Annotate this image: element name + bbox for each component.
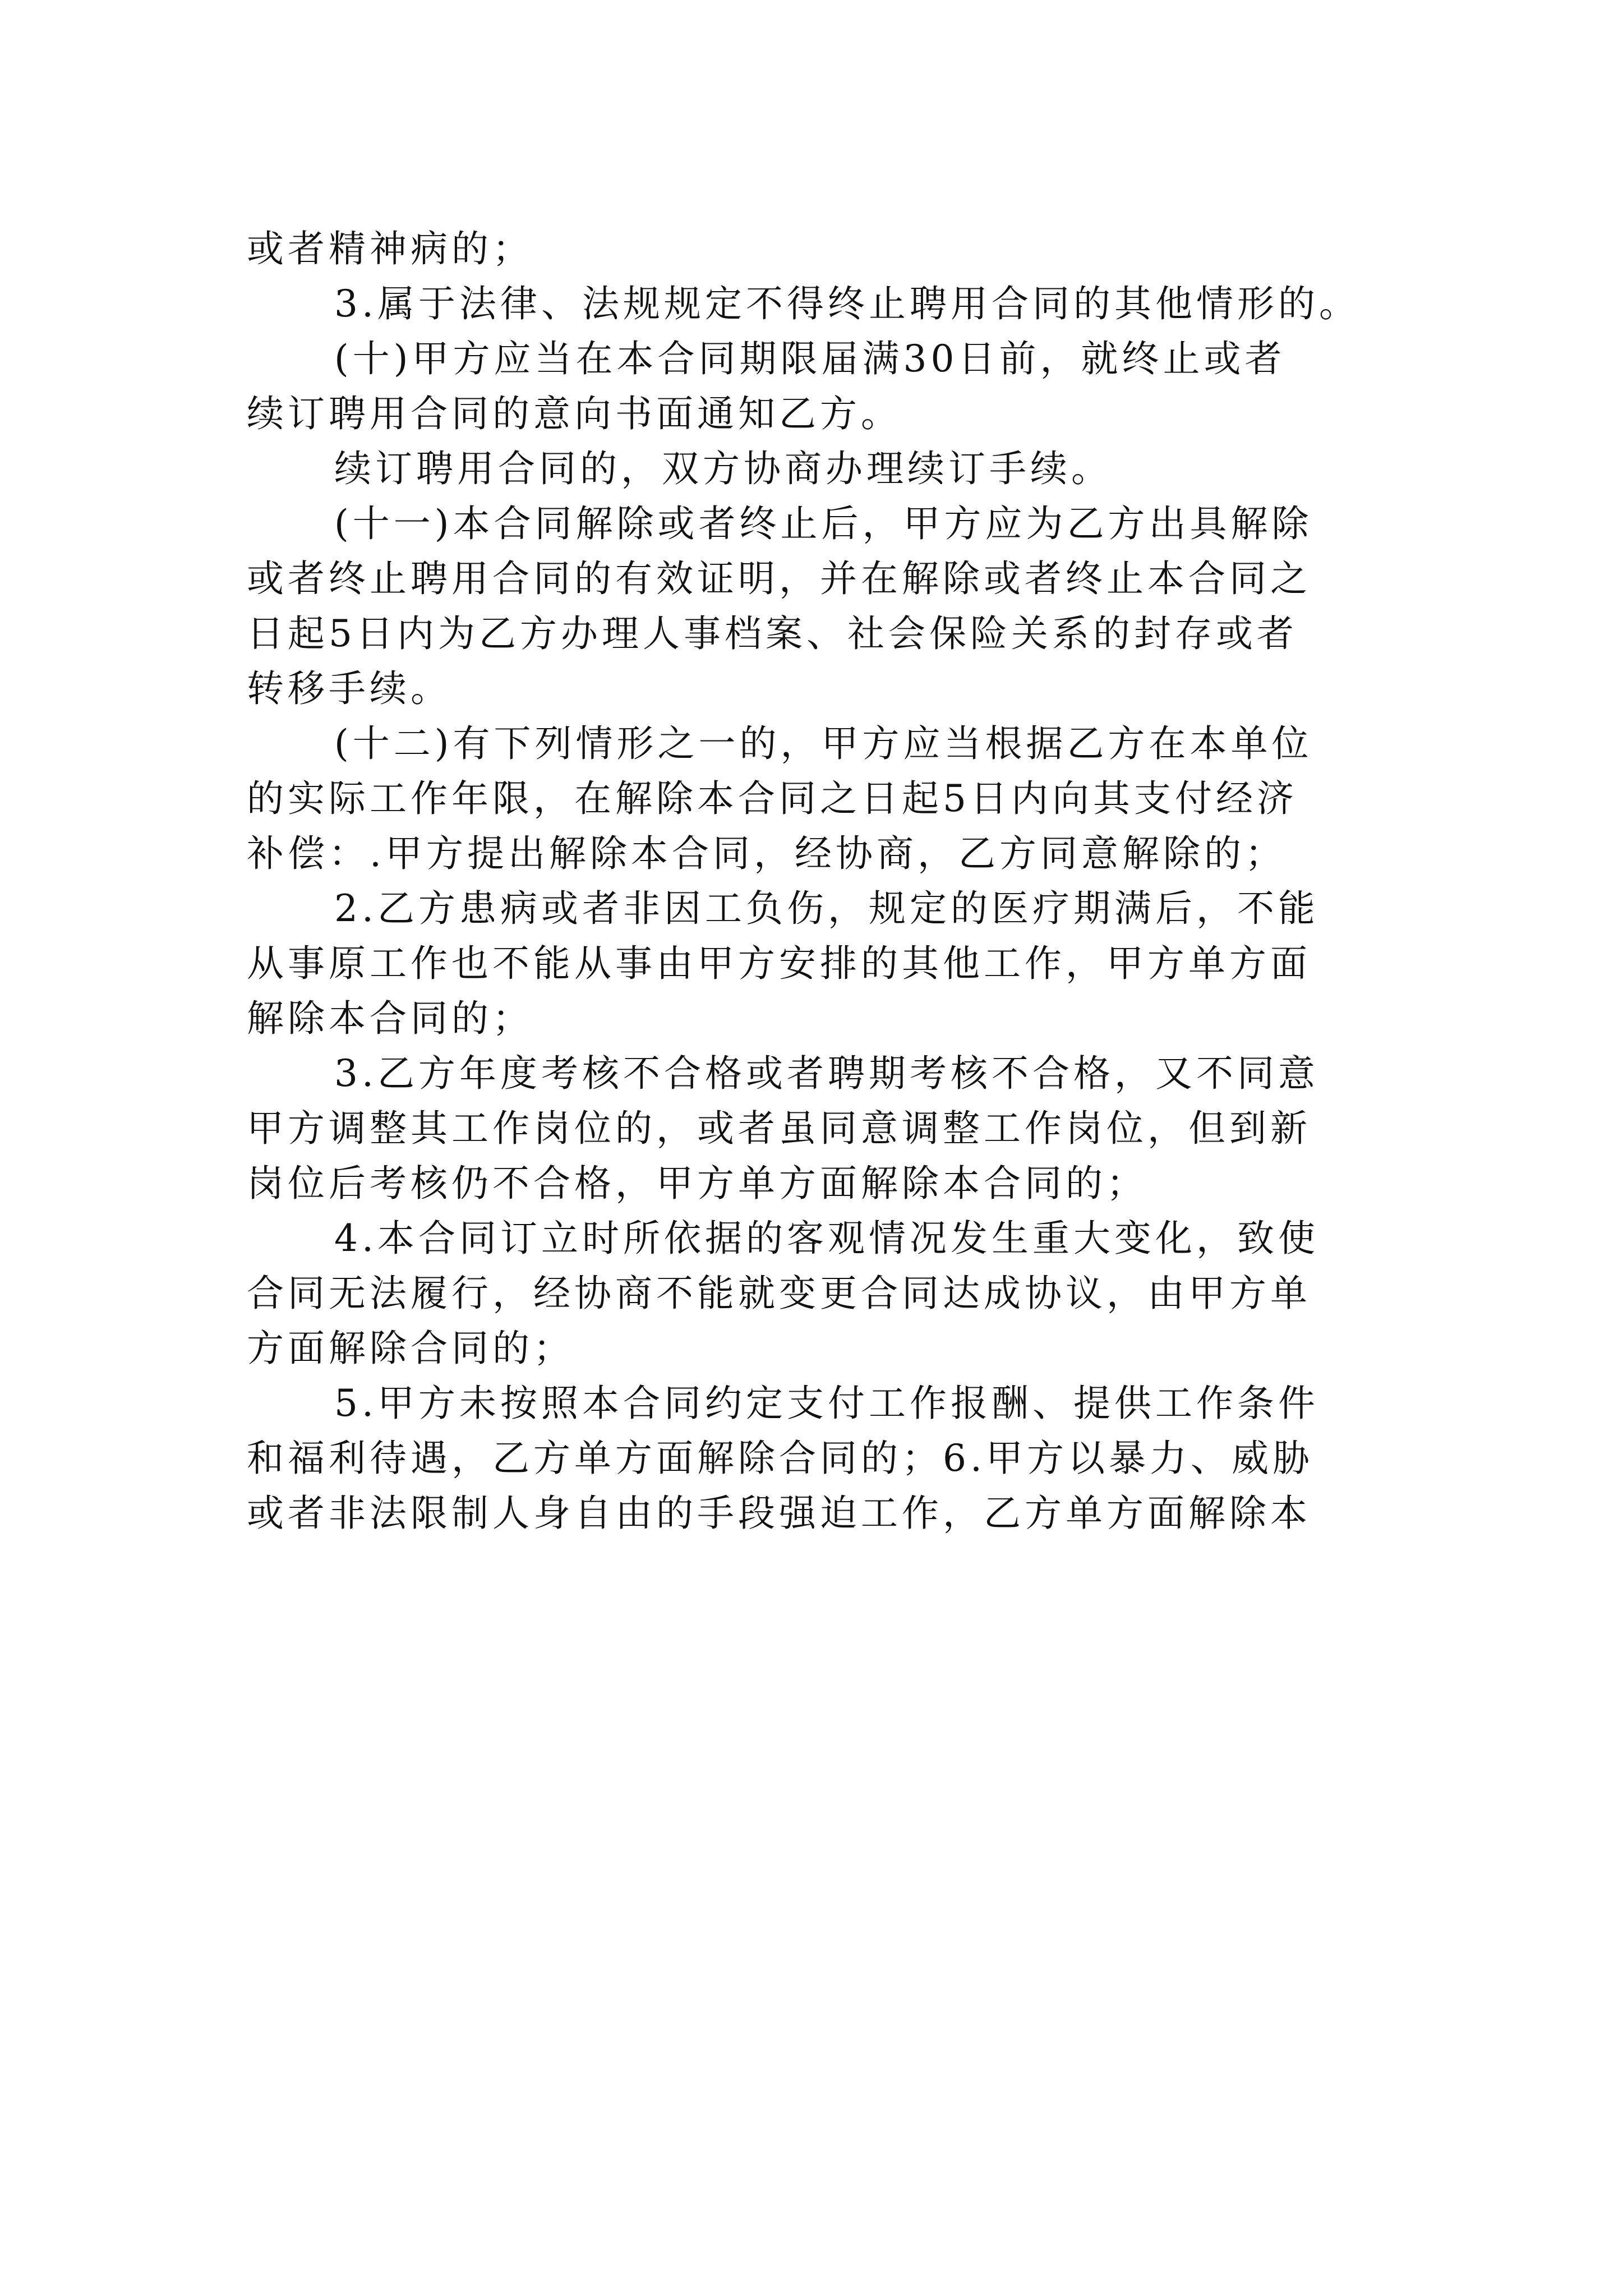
text-line: 续订聘用合同的意向书面通知乙方。 bbox=[247, 392, 902, 435]
text-line: 转移手续。 bbox=[247, 667, 451, 710]
text-line: 3.乙方年度考核不合格或者聘期考核不合格，又不同意 bbox=[334, 1052, 1319, 1095]
text-line: 从事原工作也不能从事由甲方安排的其他工作，甲方单方面 bbox=[247, 942, 1311, 985]
text-line: 解除本合同的； bbox=[247, 997, 533, 1040]
text-line: 4.本合同订立时所依据的客观情况发生重大变化，致使 bbox=[334, 1217, 1319, 1260]
text-line: (十)甲方应当在本合同期限届满30日前，就终止或者 bbox=[334, 337, 1286, 380]
text-line: 续订聘用合同的，双方协商办理续订手续。 bbox=[334, 447, 1112, 490]
text-line: 3.属于法律、法规规定不得终止聘用合同的其他情形的。 bbox=[334, 282, 1360, 325]
text-line: 的实际工作年限，在解除本合同之日起5日内向其支付经济 bbox=[247, 777, 1298, 820]
text-line: 补偿：.甲方提出解除本合同，经协商，乙方同意解除的； bbox=[247, 832, 1286, 875]
text-line: 甲方调整其工作岗位的，或者虽同意调整工作岗位，但到新 bbox=[247, 1107, 1311, 1150]
text-line: 和福利待遇，乙方单方面解除合同的；6.甲方以暴力、威胁 bbox=[247, 1437, 1313, 1480]
text-line: 或者精神病的； bbox=[247, 227, 533, 270]
text-line: 或者非法限制人身自由的手段强迫工作，乙方单方面解除本 bbox=[247, 1492, 1311, 1535]
text-line: (十二)有下列情形之一的，甲方应当根据乙方在本单位 bbox=[334, 722, 1313, 765]
text-line: 岗位后考核仍不合格，甲方单方面解除本合同的； bbox=[247, 1162, 1147, 1205]
text-line: 或者终止聘用合同的有效证明，并在解除或者终止本合同之 bbox=[247, 557, 1311, 600]
text-line: 2.乙方患病或者非因工负伤，规定的医疗期满后，不能 bbox=[334, 887, 1319, 930]
contract-text-body bbox=[247, 222, 1374, 1541]
text-line: 日起5日内为乙方办理人事档案、社会保险关系的封存或者 bbox=[247, 612, 1298, 655]
text-line: 5.甲方未按照本合同约定支付工作报酬、提供工作条件 bbox=[334, 1382, 1319, 1425]
text-line: 合同无法履行，经协商不能就变更合同达成协议，由甲方单 bbox=[247, 1272, 1311, 1315]
text-line: 方面解除合同的； bbox=[247, 1327, 574, 1370]
text-line: (十一)本合同解除或者终止后，甲方应为乙方出具解除 bbox=[334, 502, 1313, 545]
